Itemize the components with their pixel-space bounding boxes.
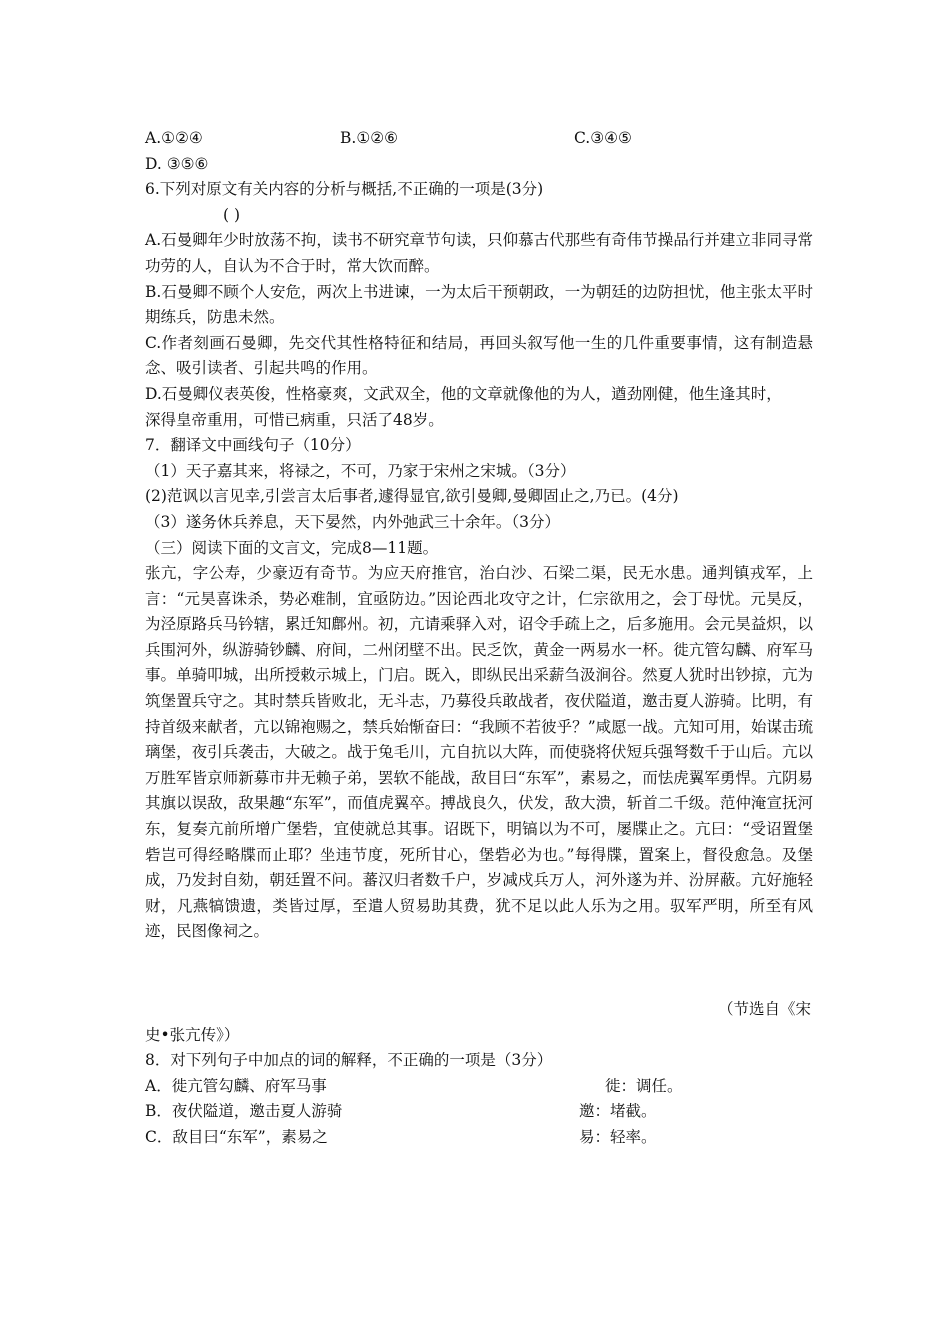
q7-stem: 7．翻译文中画线句子（10分） <box>145 436 361 455</box>
source-line-2: 史•张亢传》） <box>145 1025 240 1044</box>
section-3-heading: （三）阅读下面的文言文，完成8—11题。 <box>145 538 439 557</box>
q8-option-c <box>145 1125 813 1151</box>
q5-option-b: B.①②⑥ <box>340 129 399 147</box>
q8-option-a-definition: 徙：调任。 <box>605 1076 683 1095</box>
q5-option-a: A.①②④ <box>145 129 203 147</box>
q6-option-a: A.石曼卿年少时放荡不拘，读书不研究章节句读，只仰慕古代那些有奇伟节操品行并建立非同寻常功劳的人，自认为不合于时，常大饮而醉。 <box>145 231 813 275</box>
q8-option-c-text: C．敌目曰“东军”，素易之 <box>145 1127 328 1146</box>
q7-sentence-1: （1）天子嘉其来，将禄之，不可，乃家于宋州之宋城。（3分） <box>145 461 576 480</box>
q6-answer-blank: ( ) <box>223 205 241 224</box>
q6-stem: 6.下列对原文有关内容的分析与概括,不正确的一项是(3分) <box>145 180 544 199</box>
q6-option-d-continued: 深得皇帝重用，可惜已病重，只活了48岁。 <box>145 410 444 429</box>
q5-option-c: C.③④⑤ <box>574 129 632 147</box>
q8-option-a <box>145 1074 813 1100</box>
q8-option-b-definition: 邀：堵截。 <box>579 1102 657 1121</box>
q8-option-a-text: A．徙亢管勾麟、府军马事 <box>145 1076 327 1095</box>
q7-sentence-3: （3）遂务休兵养息，天下晏然，内外弛武三十余年。（3分） <box>145 512 560 531</box>
source-line-1: （节选自《宋 <box>717 1000 811 1018</box>
q5-option-d: D. ③⑤⑥ <box>145 154 209 173</box>
q6-option-b: B.石曼卿不顾个人安危，两次上书进谏，一为太后干预朝政，一为朝廷的边防担忧，他主张太平时期练兵，防患未然。 <box>145 282 813 327</box>
q8-stem: 8．对下列句子中加点的词的解释，不正确的一项是（3分） <box>145 1051 553 1070</box>
classical-passage: 张亢，字公寿，少豪迈有奇节。为应天府推官，治白沙、石梁二渠，民无水患。通判镇戎军，上言：“元昊喜诛杀，势必难制，宜亟防边。”因论西北攻守之计，仁宗欲用之，会丁母忧。元昊反，为泾原路兵马钤辖，累迁知鄜州。初，亢请乘驿入对，诏令手疏上之，后多施用。会元昊益炽，以兵围河外，纵游骑钞麟、府间，二州闭壁不出。民乏饮，黄金一两易水一杯。徙亢管勾麟、府军马事。单骑叩城，出所授敕示城上，门启。既入，即纵民出采薪刍汲涧谷。然夏人犹时出钞掠，亢为筑堡置兵守之。其时禁兵皆败北，无斗志，乃募役兵敢战者，夜伏隘道，邀击夏人游骑。比明，有持首级来献者，亢以锦袍赐之，禁兵始惭奋曰：“我顾不若彼乎？”咸愿一战。亢知可用，始谋击琉璃堡，夜引兵袭击，大破之。战于兔毛川，亢自抗以大阵，而使骁将伏短兵强弩数千于山后。亢以万胜军皆京师新募市井无赖子弟，罢软不能战，敌目曰“东军”，素易之，而怯虎翼军勇悍。亢阴易其旗以误敌，敌果趣“东军”，而值虎翼卒。搏战良久，伏发，敌大溃，斩首二千级。范仲淹宣抚河东，复奏亢前所增广堡砦，宜使就总其事。诏既下，明镐以为不可，屡牒止之。亢曰：“受诏置堡砦岂可得经略牒而止耶？坐违节度，死所甘心，堡砦必为也。”每得牒，置案上，督役愈急。及堡成，乃发封自劾，朝廷置不问。蕃汉归者数千户，岁减戍兵万人，河外遂为并、汾屏蔽。亢好施轻财，凡燕犒馈遗，类皆过厚，至遣人贸易助其费，犹不足以此人乐为之用。驭军严明，所至有风迹，民图像祠之。 <box>145 564 813 941</box>
q6-option-d: D.石曼卿仪表英俊，性格豪爽，文武双全，他的文章就像他的为人，遒劲刚健，他生逢其时， <box>145 384 782 403</box>
q5-options <box>145 126 813 152</box>
q8-option-c-definition: 易：轻率。 <box>579 1127 657 1146</box>
exam-page <box>145 126 813 1151</box>
q8-option-b <box>145 1099 813 1125</box>
q8-option-b-text: B．夜伏隘道，邀击夏人游骑 <box>145 1102 343 1121</box>
q6-option-c: C.作者刻画石曼卿，先交代其性格特征和结局，再回头叙写他一生的几件重要事情，这有制造悬念、吸引读者、引起共鸣的作用。 <box>145 333 813 378</box>
q7-sentence-2: (2)范讽以言见幸,引尝言太后事者,遽得显官,欲引曼卿,曼卿固止之,乃已。(4分) <box>145 487 679 506</box>
spacer <box>145 945 813 997</box>
